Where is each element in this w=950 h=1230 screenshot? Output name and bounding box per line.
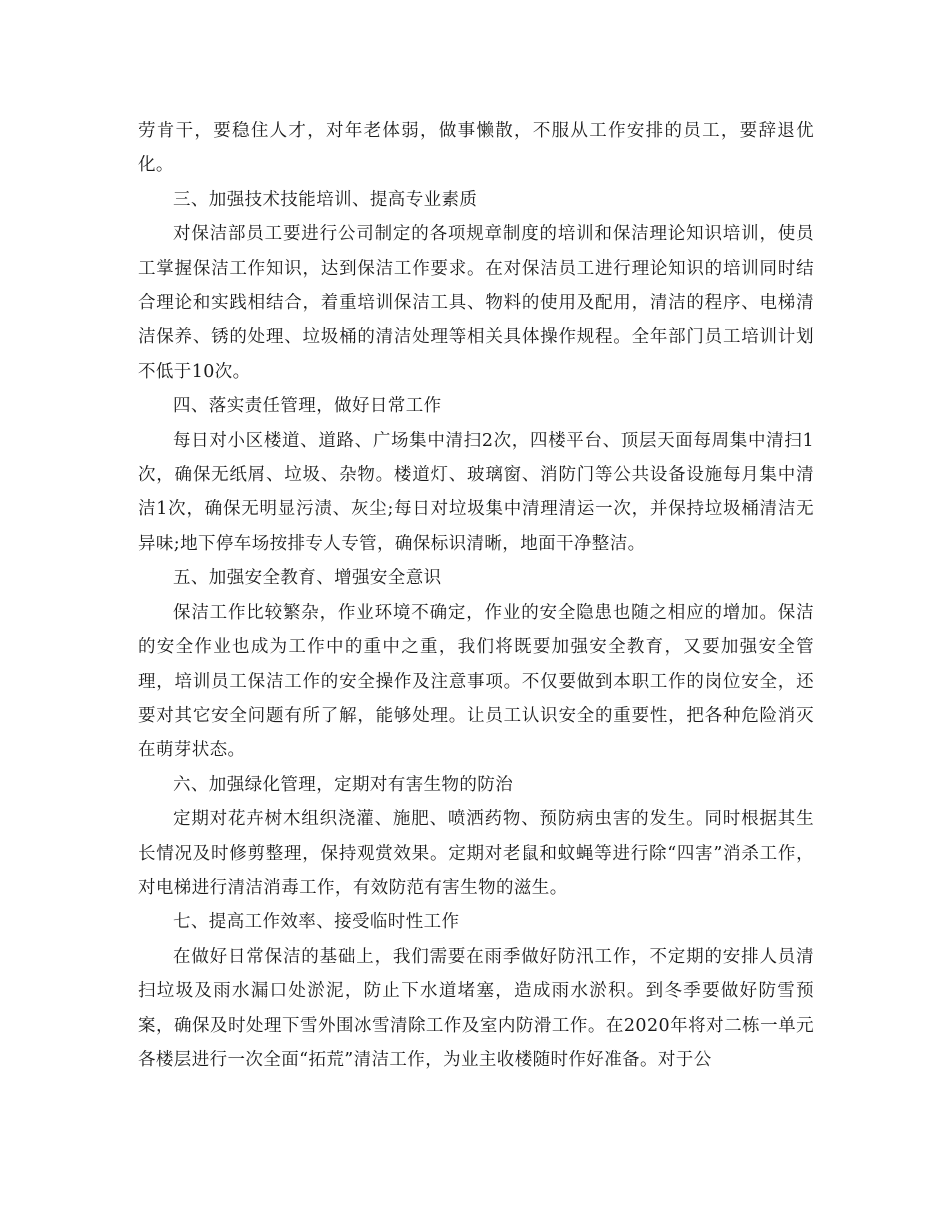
paragraph-continuation: 劳肯干，要稳住人才，对年老体弱，做事懒散，不服从工作安排的员工，要辞退优化。 xyxy=(138,121,814,176)
paragraph-greening: 定期对花卉树木组织浇灌、施肥、喷洒药物、预防病虫害的发生。同时根据其生长情况及时修剪整理，保持观赏效果。定期对老鼠和蚊蝇等进行除“四害”消杀工作，对电梯进行清洁消毒工作，有效防范有害生物的滋生。 xyxy=(138,809,814,898)
paragraph-safety: 保洁工作比较繁杂，作业环境不确定，作业的安全隐患也随之相应的增加。保洁的安全作业也成为工作中的重中之重，我们将既要加强安全教育，又要加强安全管理，培训员工保洁工作的安全操作及注意事项。不仅要做到本职工作的岗位安全，还要对其它安全问题有所了解，能够处理。让员工认识安全的重要性，把各种危险消灭在萌芽状态。 xyxy=(138,602,814,761)
section-heading-6: 六、加强绿化管理，定期对有害生物的防治 xyxy=(173,774,514,795)
paragraph-efficiency: 在做好日常保洁的基础上，我们需要在雨季做好防汛工作，不定期的安排人员清扫垃圾及雨水漏口处淤泥，防止下水道堵塞，造成雨水淤积。到冬季要做好防雪预案，确保及时处理下雪外围冰雪清除工作及室内防滑工作。在2020年将对二栋一单元各楼层进行一次全面“拓荒”清洁工作，为业主收楼随时作好准备。对于公 xyxy=(138,946,814,1070)
paragraph-training: 对保洁部员工要进行公司制定的各项规章制度的培训和保洁理论知识培训，使员工掌握保洁工作知识，达到保洁工作要求。在对保洁员工进行理论知识的培训同时结合理论和实践相结合，着重培训保洁工具、物料的使用及配用，清洁的程序、电梯清洁保养、锈的处理、垃圾桶的清洁处理等相关具体操作规程。全年部门员工培训计划不低于10次。 xyxy=(138,224,814,382)
section-heading-3: 三、加强技术技能培训、提高专业素质 xyxy=(173,189,478,210)
section-heading-5: 五、加强安全教育、增强安全意识 xyxy=(173,568,442,589)
section-heading-4: 四、落实责任管理，做好日常工作 xyxy=(173,396,442,417)
document-body xyxy=(138,114,814,1077)
paragraph-daily-work: 每日对小区楼道、道路、广场集中清扫2次，四楼平台、顶层天面每周集中清扫1次，确保无纸屑、垃圾、杂物。楼道灯、玻璃窗、消防门等公共设备设施每月集中清洁1次，确保无明显污渍、灰尘;每日对垃圾集中清理清运一次，并保持垃圾桶清洁无异味;地下停车场按排专人专管，确保标识清晰，地面干净整洁。 xyxy=(138,430,814,554)
section-heading-7: 七、提高工作效率、接受临时性工作 xyxy=(173,912,460,933)
